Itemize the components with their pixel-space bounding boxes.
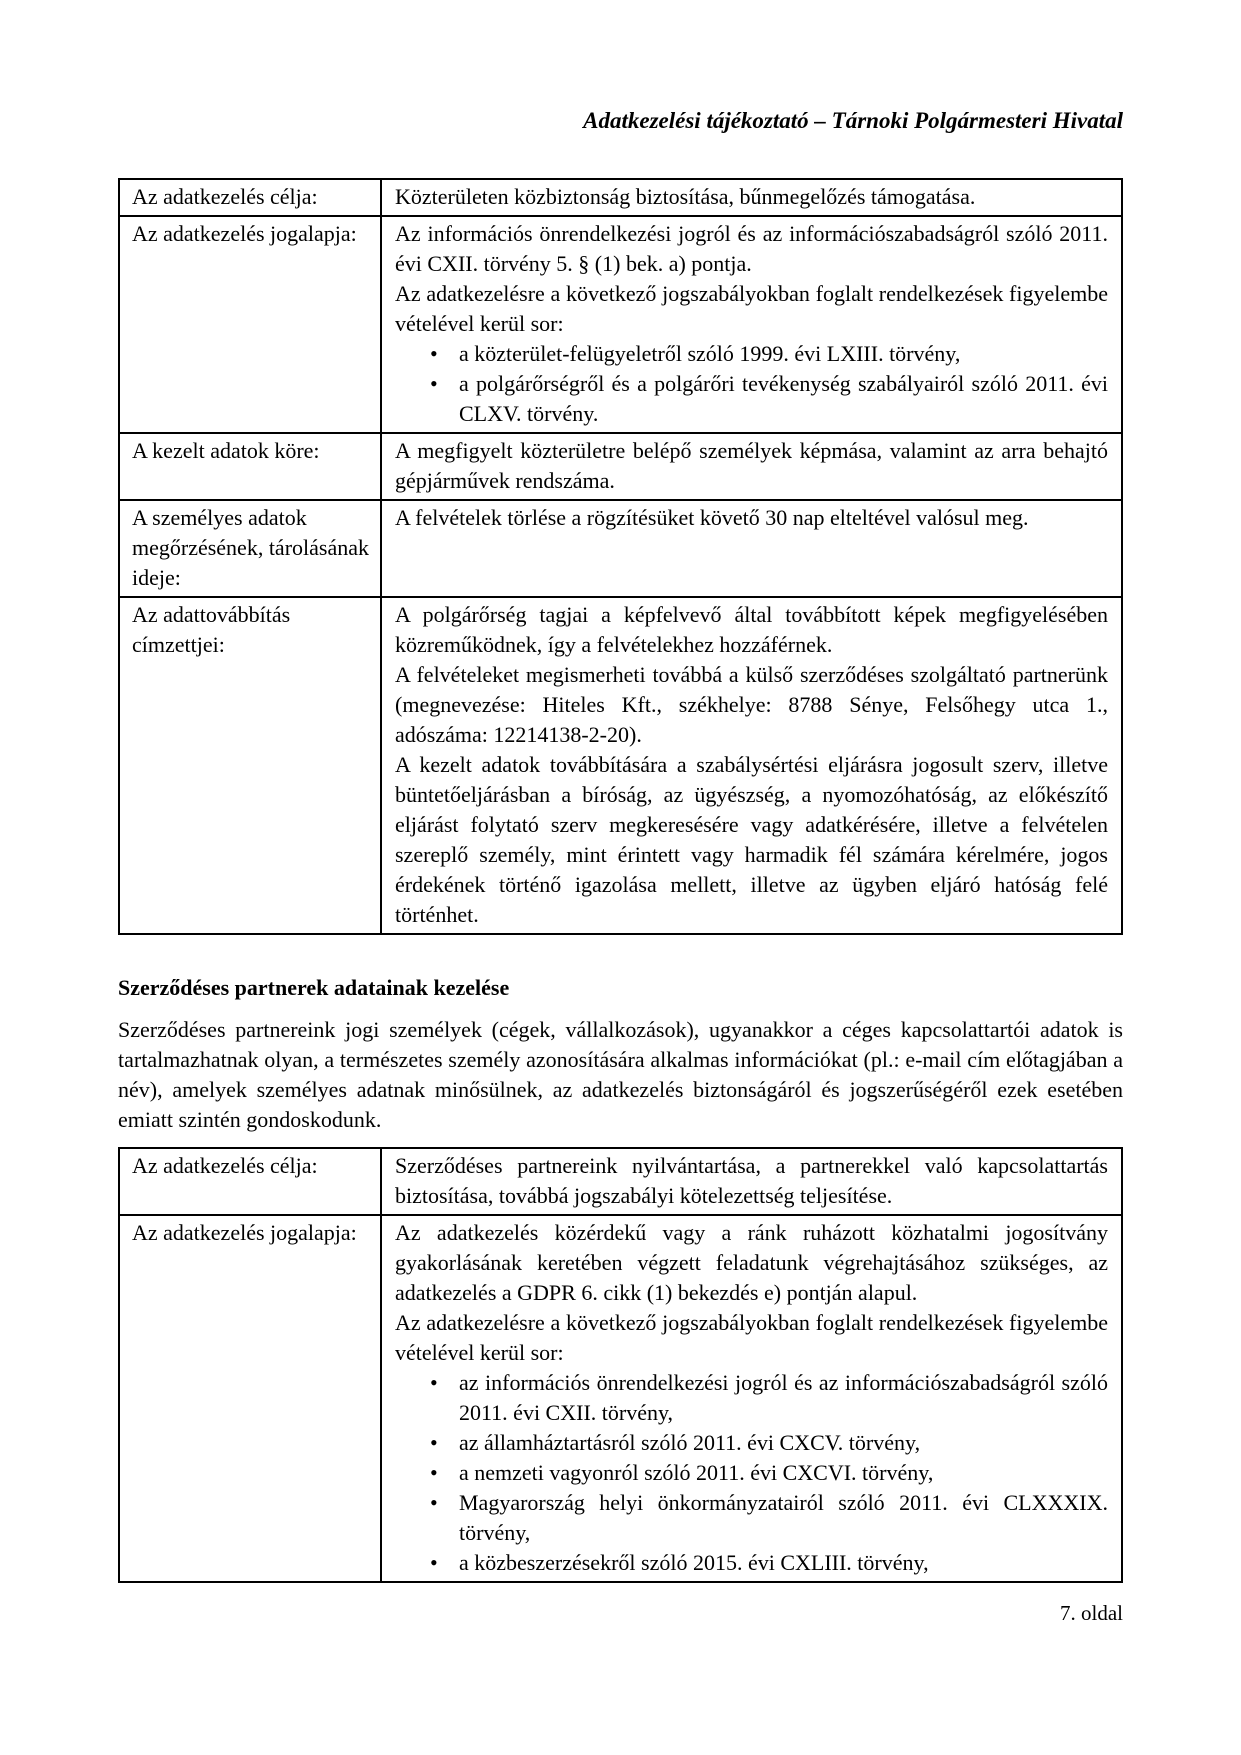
table-row — [119, 216, 1122, 433]
table-row — [119, 1148, 1122, 1215]
row-content-cell — [381, 433, 1122, 500]
row-label: Az adatkezelés célja: — [132, 184, 318, 209]
bullet-item: • az államháztartásról szóló 2011. évi CXCV. törvény, — [459, 1428, 1108, 1458]
body-paragraph: Szerződéses partnereink jogi személyek (cégek, vállalkozások), ugyanakkor a céges kapcsolattartói adatok is tartalmazhatnak olyan, a természetes személy azonosítására alkalmas információkat (pl.: e-mail cím előtagjában a név), amelyek személyes adatnak minősülnek, az adatkezelés biztonságáról és jogszerűségéről ezek esetében emiatt szintén gondoskodunk. — [118, 1017, 1123, 1132]
table-row — [119, 179, 1122, 216]
bullet-item: • a közterület-felügyeletről szóló 1999. évi LXIII. törvény, — [459, 339, 1108, 369]
table-row — [119, 500, 1122, 597]
table-row — [119, 1215, 1122, 1582]
row-label-cell — [119, 1148, 381, 1215]
row-label: Az adatkezelés jogalapja: — [132, 1220, 357, 1245]
bullet-item: • Magyarország helyi önkormányzatairól szóló 2011. évi CLXXXIX. törvény, — [459, 1488, 1108, 1548]
bullet-item: • a közbeszerzésekről szóló 2015. évi CXLIII. törvény, — [459, 1548, 1108, 1578]
row-content-cell — [381, 1215, 1122, 1582]
row-label: Az adattovábbítás címzettjei: — [132, 602, 291, 657]
contract-partners-table — [118, 1147, 1123, 1583]
surveillance-data-table — [118, 178, 1123, 935]
row-label: A kezelt adatok köre: — [132, 438, 320, 463]
row-label: Az adatkezelés célja: — [132, 1153, 318, 1178]
law-bullet-list — [395, 1368, 1108, 1578]
document-content — [118, 0, 1123, 1583]
cell-paragraph: A felvételek törlése a rögzítésüket követő 30 nap elteltével valósul meg. — [395, 505, 1029, 530]
row-label-cell — [119, 597, 381, 934]
table-row — [119, 433, 1122, 500]
row-label: Az adatkezelés jogalapja: — [132, 221, 357, 246]
cell-paragraph: Az adatkezelésre a következő jogszabályokban foglalt rendelkezések figyelembe vételével kerül sor: — [395, 281, 1108, 336]
cell-paragraph: Szerződéses partnereink nyilvántartása, a partnerekkel való kapcsolattartás biztosítása, továbbá jogszabályi kötelezettség teljesítése. — [395, 1153, 1108, 1208]
row-label-cell — [119, 500, 381, 597]
row-label-cell — [119, 216, 381, 433]
row-content-cell — [381, 1148, 1122, 1215]
table-row — [119, 597, 1122, 934]
row-content-cell — [381, 216, 1122, 433]
bullet-item: • a nemzeti vagyonról szóló 2011. évi CXCVI. törvény, — [459, 1458, 1108, 1488]
row-label: A személyes adatok megőrzésének, tárolásának ideje: — [132, 505, 369, 590]
cell-paragraph: A felvételeket megismerheti továbbá a külső szerződéses szolgáltató partnerünk (megnevezése: Hiteles Kft., székhelye: 8788 Sénye, Felsőhegy utca 1., adószáma: 12214138-2-20). — [395, 662, 1108, 747]
cell-paragraph: Közterületen közbiztonság biztosítása, bűnmegelőzés támogatása. — [395, 184, 976, 209]
cell-paragraph: Az információs önrendelkezési jogról és az információszabadságról szóló 2011. évi CXII. törvény 5. § (1) bek. a) pontja. — [395, 221, 1108, 276]
row-content-cell — [381, 597, 1122, 934]
document-header-title: Adatkezelési tájékoztató – Tárnoki Polgármesteri Hivatal — [583, 108, 1123, 133]
row-content-cell — [381, 500, 1122, 597]
row-content-cell — [381, 179, 1122, 216]
row-label-cell — [119, 1215, 381, 1582]
law-bullet-list — [395, 339, 1108, 429]
bullet-item: • az információs önrendelkezési jogról és az információszabadságról szóló 2011. évi CXII. törvény, — [459, 1368, 1108, 1428]
cell-paragraph: A kezelt adatok továbbítására a szabálysértési eljárásra jogosult szerv, illetve büntetőeljárásban a bíróság, az ügyészség, a nyomozóhatóság, az előkészítő eljárást folytató szerv megkeresésére vagy adatkérésére, illetve a felvételen szereplő személy, mint érintett vagy harmadik fél számára kérelmére, jogos érdekének történő igazolása mellett, illetve az ügyben eljáró hatóság felé történhet. — [395, 752, 1108, 927]
cell-paragraph: A polgárőrség tagjai a képfelvevő által továbbított képek megfigyelésében közreműködnek, így a felvételekhez hozzáférnek. — [395, 602, 1108, 657]
cell-paragraph: A megfigyelt közterületre belépő személyek képmása, valamint az arra behajtó gépjárművek rendszáma. — [395, 438, 1108, 493]
cell-paragraph: Az adatkezelésre a következő jogszabályokban foglalt rendelkezések figyelembe vételével kerül sor: — [395, 1310, 1108, 1365]
row-label-cell — [119, 433, 381, 500]
page-number: 7. oldal — [1060, 1601, 1123, 1625]
row-label-cell — [119, 179, 381, 216]
cell-paragraph: Az adatkezelés közérdekű vagy a ránk ruházott közhatalmi jogosítvány gyakorlásának keretében végzett feladatunk végrehajtásához szükséges, az adatkezelés a GDPR 6. cikk (1) bekezdés e) pontján alapul. — [395, 1220, 1108, 1305]
bullet-item: • a polgárőrségről és a polgárőri tevékenység szabályairól szóló 2011. évi CLXV. törvény. — [459, 369, 1108, 429]
section-heading: Szerződéses partnerek adatainak kezelése — [118, 975, 510, 1000]
